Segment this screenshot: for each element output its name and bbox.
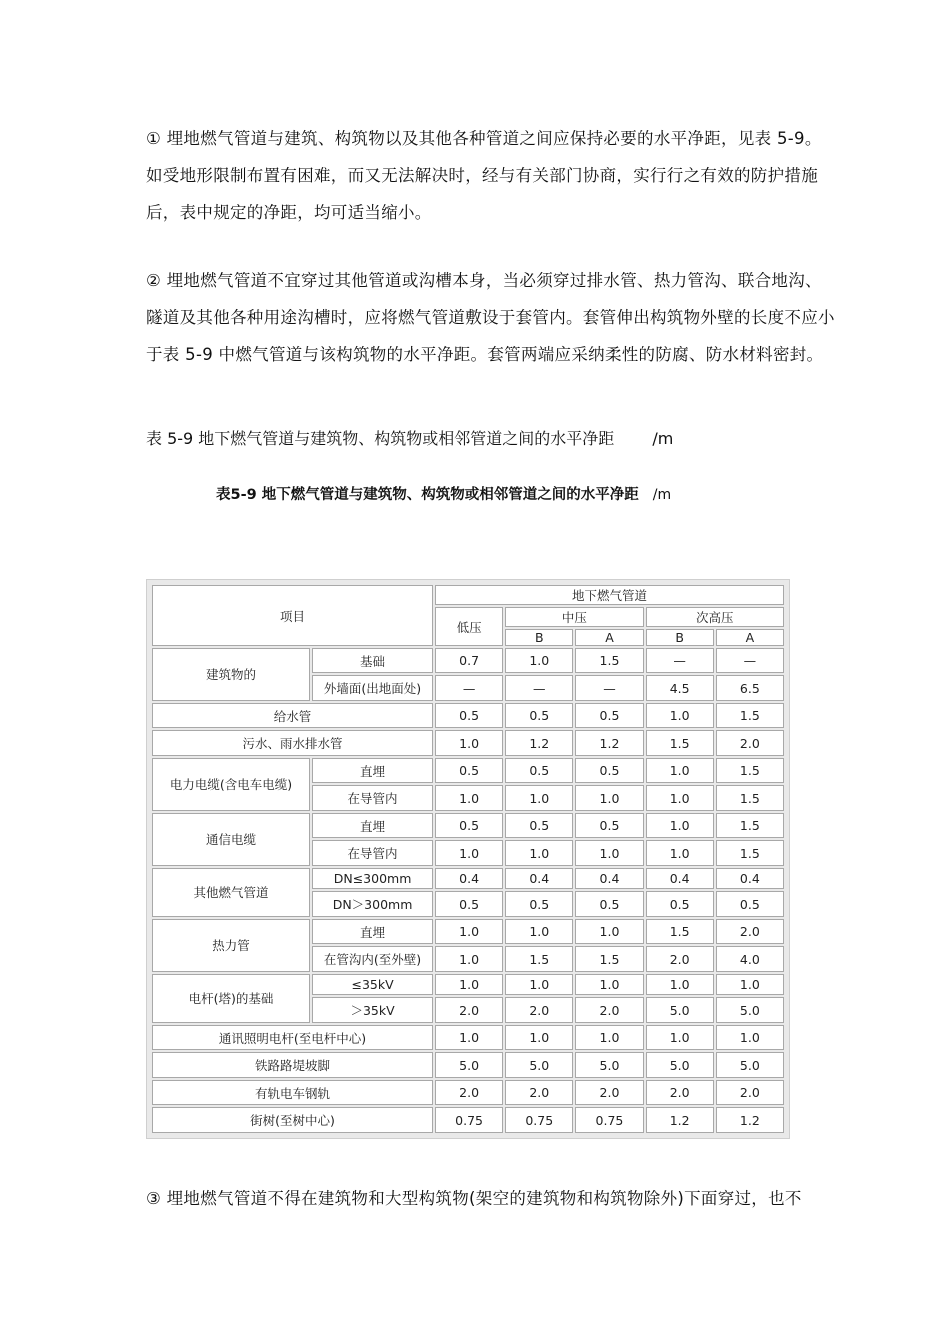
value-cell: 1.5 bbox=[505, 946, 573, 971]
value-cell: 1.5 bbox=[716, 785, 784, 810]
value-cell: 5.0 bbox=[716, 997, 784, 1022]
header-sub-high: 次高压 bbox=[646, 607, 784, 627]
header-medium-b: B bbox=[505, 629, 573, 646]
header-group: 地下燃气管道 bbox=[435, 585, 784, 605]
value-cell: 1.2 bbox=[575, 730, 643, 755]
table-title bbox=[216, 484, 671, 506]
row-subcategory: ＞35kV bbox=[312, 997, 433, 1022]
value-cell: 1.0 bbox=[716, 974, 784, 996]
table-row bbox=[152, 919, 784, 944]
value-cell: 1.5 bbox=[716, 840, 784, 865]
row-subcategory: DN≤300mm bbox=[312, 868, 433, 890]
paragraph-2: ② 埋地燃气管道不宜穿过其他管道或沟槽本身，当必须穿过排水管、热力管沟、联合地沟、隧道及其他各种用途沟槽时，应将燃气管道敷设于套管内。套管伸出构筑物外壁的长度不应小于表 5-9 中燃气管道与该构筑物的水平净距。套管两端应采纳柔性的防腐、防水材料密封。 bbox=[146, 271, 835, 364]
value-cell: 0.4 bbox=[575, 868, 643, 890]
value-cell: 1.0 bbox=[646, 785, 714, 810]
row-category: 通讯照明电杆(至电杆中心) bbox=[152, 1025, 433, 1050]
value-cell: 1.0 bbox=[435, 730, 503, 755]
header-sub-high-b: B bbox=[646, 629, 714, 646]
value-cell: 1.0 bbox=[575, 785, 643, 810]
row-category: 有轨电车钢轨 bbox=[152, 1080, 433, 1105]
table-row bbox=[152, 758, 784, 783]
value-cell: 1.2 bbox=[646, 1107, 714, 1133]
value-cell: 1.0 bbox=[505, 919, 573, 944]
value-cell: 1.5 bbox=[575, 946, 643, 971]
row-subcategory: DN＞300mm bbox=[312, 891, 433, 916]
table-row bbox=[152, 730, 784, 755]
value-cell: 2.0 bbox=[716, 1080, 784, 1105]
row-category: 街树(至树中心) bbox=[152, 1107, 433, 1133]
value-cell: 1.0 bbox=[575, 1025, 643, 1050]
table-row bbox=[152, 1080, 784, 1105]
value-cell: 1.0 bbox=[575, 974, 643, 996]
value-cell: 1.0 bbox=[646, 974, 714, 996]
table-row bbox=[152, 1025, 784, 1050]
value-cell: 0.5 bbox=[575, 703, 643, 728]
row-category: 污水、雨水排水管 bbox=[152, 730, 433, 755]
value-cell: 1.0 bbox=[716, 1025, 784, 1050]
paragraph-1: ① 埋地燃气管道与建筑、构筑物以及其他各种管道之间应保持必要的水平净距，见表 5-9。如受地形限制布置有困难，而又无法解决时，经与有关部门协商，实行行之有效的防护措施后，表中规定的净距，均可适当缩小。 bbox=[146, 129, 822, 222]
table-row bbox=[152, 974, 784, 996]
value-cell: 1.2 bbox=[505, 730, 573, 755]
header-item: 项目 bbox=[152, 585, 433, 646]
value-cell: 1.0 bbox=[505, 974, 573, 996]
table-body bbox=[152, 648, 784, 1133]
value-cell: 1.5 bbox=[716, 813, 784, 838]
value-cell: 0.5 bbox=[575, 758, 643, 783]
value-cell: 0.5 bbox=[435, 813, 503, 838]
value-cell: 1.5 bbox=[716, 703, 784, 728]
value-cell: 1.0 bbox=[435, 1025, 503, 1050]
value-cell: 0.5 bbox=[505, 891, 573, 916]
value-cell: 1.2 bbox=[716, 1107, 784, 1133]
value-cell: 0.5 bbox=[435, 758, 503, 783]
clearance-table bbox=[150, 583, 786, 1135]
header-sub-high-a: A bbox=[716, 629, 784, 646]
value-cell: 1.0 bbox=[575, 919, 643, 944]
value-cell: 0.4 bbox=[716, 868, 784, 890]
value-cell: 1.0 bbox=[646, 840, 714, 865]
table-row bbox=[152, 1107, 784, 1133]
value-cell: 5.0 bbox=[646, 997, 714, 1022]
value-cell: 0.5 bbox=[505, 758, 573, 783]
table-row bbox=[152, 703, 784, 728]
table-caption-unit: /m bbox=[652, 429, 674, 448]
value-cell: — bbox=[646, 648, 714, 673]
value-cell: 1.0 bbox=[505, 1025, 573, 1050]
row-subcategory: 在导管内 bbox=[312, 785, 433, 810]
row-subcategory: 直埋 bbox=[312, 919, 433, 944]
table-row bbox=[152, 648, 784, 673]
value-cell: 0.5 bbox=[575, 813, 643, 838]
value-cell: 2.0 bbox=[505, 1080, 573, 1105]
value-cell: 6.5 bbox=[716, 675, 784, 700]
value-cell: 1.0 bbox=[435, 785, 503, 810]
value-cell: 1.0 bbox=[435, 946, 503, 971]
row-category: 热力管 bbox=[152, 919, 310, 972]
row-category: 其他燃气管道 bbox=[152, 868, 310, 917]
row-category: 给水管 bbox=[152, 703, 433, 728]
value-cell: 0.5 bbox=[435, 891, 503, 916]
row-subcategory: 直埋 bbox=[312, 758, 433, 783]
row-subcategory: 在管沟内(至外壁) bbox=[312, 946, 433, 971]
value-cell: 5.0 bbox=[575, 1052, 643, 1077]
row-subcategory: ≤35kV bbox=[312, 974, 433, 996]
value-cell: — bbox=[435, 675, 503, 700]
value-cell: — bbox=[575, 675, 643, 700]
value-cell: 1.0 bbox=[505, 648, 573, 673]
value-cell: 0.5 bbox=[435, 703, 503, 728]
row-category: 铁路路堤坡脚 bbox=[152, 1052, 433, 1077]
row-subcategory: 外墙面(出地面处) bbox=[312, 675, 433, 700]
row-category: 建筑物的 bbox=[152, 648, 310, 701]
row-subcategory: 基础 bbox=[312, 648, 433, 673]
table-row bbox=[152, 813, 784, 838]
value-cell: 5.0 bbox=[505, 1052, 573, 1077]
value-cell: 1.0 bbox=[435, 974, 503, 996]
table-caption bbox=[146, 427, 673, 451]
value-cell: 0.5 bbox=[505, 703, 573, 728]
value-cell: 2.0 bbox=[716, 730, 784, 755]
value-cell: 1.5 bbox=[646, 919, 714, 944]
header-medium: 中压 bbox=[505, 607, 643, 627]
value-cell: 1.0 bbox=[435, 919, 503, 944]
value-cell: 1.5 bbox=[716, 758, 784, 783]
value-cell: 1.0 bbox=[435, 840, 503, 865]
paragraph-3: ③ 埋地燃气管道不得在建筑物和大型构筑物(架空的建筑物和构筑物除外)下面穿过，也不 bbox=[146, 1189, 802, 1208]
value-cell: 2.0 bbox=[716, 919, 784, 944]
value-cell: 1.0 bbox=[575, 840, 643, 865]
value-cell: 0.5 bbox=[505, 813, 573, 838]
row-subcategory: 在导管内 bbox=[312, 840, 433, 865]
value-cell: — bbox=[505, 675, 573, 700]
value-cell: 0.4 bbox=[505, 868, 573, 890]
row-category: 电杆(塔)的基础 bbox=[152, 974, 310, 1023]
value-cell: 5.0 bbox=[716, 1052, 784, 1077]
table-caption-text: 表 5-9 地下燃气管道与建筑物、构筑物或相邻管道之间的水平净距 bbox=[146, 429, 615, 448]
value-cell: 0.5 bbox=[646, 891, 714, 916]
value-cell: 1.5 bbox=[575, 648, 643, 673]
value-cell: 2.0 bbox=[575, 1080, 643, 1105]
value-cell: 2.0 bbox=[435, 997, 503, 1022]
value-cell: 1.0 bbox=[646, 703, 714, 728]
table-row bbox=[152, 868, 784, 890]
table-title-unit: /m bbox=[652, 487, 672, 503]
row-category: 通信电缆 bbox=[152, 813, 310, 866]
value-cell: 0.75 bbox=[435, 1107, 503, 1133]
value-cell: 2.0 bbox=[435, 1080, 503, 1105]
header-medium-a: A bbox=[575, 629, 643, 646]
value-cell: 2.0 bbox=[646, 946, 714, 971]
value-cell: 4.5 bbox=[646, 675, 714, 700]
value-cell: 5.0 bbox=[435, 1052, 503, 1077]
header-low: 低压 bbox=[435, 607, 503, 646]
clearance-table-image bbox=[146, 579, 790, 1139]
row-category: 电力电缆(含电车电缆) bbox=[152, 758, 310, 811]
value-cell: 5.0 bbox=[646, 1052, 714, 1077]
value-cell: 1.0 bbox=[646, 758, 714, 783]
table-row bbox=[152, 1052, 784, 1077]
value-cell: 0.5 bbox=[575, 891, 643, 916]
value-cell: 1.0 bbox=[505, 785, 573, 810]
value-cell: 2.0 bbox=[646, 1080, 714, 1105]
value-cell: 0.7 bbox=[435, 648, 503, 673]
value-cell: 0.75 bbox=[505, 1107, 573, 1133]
row-subcategory: 直埋 bbox=[312, 813, 433, 838]
value-cell: 2.0 bbox=[505, 997, 573, 1022]
value-cell: — bbox=[716, 648, 784, 673]
value-cell: 0.4 bbox=[435, 868, 503, 890]
value-cell: 1.0 bbox=[646, 813, 714, 838]
value-cell: 1.0 bbox=[646, 1025, 714, 1050]
value-cell: 0.75 bbox=[575, 1107, 643, 1133]
value-cell: 1.0 bbox=[505, 840, 573, 865]
value-cell: 0.5 bbox=[716, 891, 784, 916]
table-title-text: 表5-9 地下燃气管道与建筑物、构筑物或相邻管道之间的水平净距 bbox=[216, 487, 639, 503]
value-cell: 1.5 bbox=[646, 730, 714, 755]
value-cell: 4.0 bbox=[716, 946, 784, 971]
value-cell: 0.4 bbox=[646, 868, 714, 890]
value-cell: 2.0 bbox=[575, 997, 643, 1022]
